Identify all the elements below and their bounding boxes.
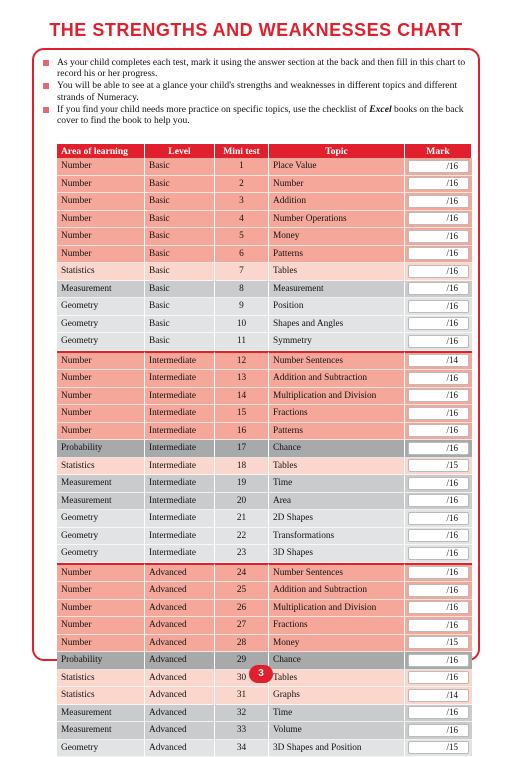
cell-mark	[405, 670, 472, 688]
table-row	[57, 617, 472, 635]
cell-mark	[405, 281, 472, 299]
cell-level: Advanced	[145, 740, 215, 757]
cell-topic: Symmetry	[269, 333, 405, 351]
cell-topic: Area	[269, 493, 405, 511]
cell-area: Number	[57, 423, 145, 441]
cell-mini-test: 10	[215, 316, 269, 334]
cell-mini-test: 17	[215, 440, 269, 458]
cell-mini-test: 18	[215, 458, 269, 476]
cell-topic: Addition	[269, 193, 405, 211]
cell-topic: Money	[269, 228, 405, 246]
cell-topic: 3D Shapes and Position	[269, 740, 405, 757]
cell-level: Intermediate	[145, 493, 215, 511]
cell-topic: 3D Shapes	[269, 545, 405, 563]
bullet-square-icon	[43, 83, 49, 89]
cell-mark	[405, 493, 472, 511]
cell-mark	[405, 263, 472, 281]
excel-brand-text: Excel	[369, 104, 391, 115]
cell-mini-test: 29	[215, 652, 269, 670]
mark-field[interactable]: /15	[408, 741, 469, 754]
cell-level: Advanced	[145, 635, 215, 653]
cell-mark	[405, 687, 472, 705]
cell-area: Geometry	[57, 528, 145, 546]
cell-level: Intermediate	[145, 528, 215, 546]
cell-area: Number	[57, 563, 145, 583]
table-row	[57, 333, 472, 351]
table-row	[57, 246, 472, 264]
cell-topic: Addition and Subtraction	[269, 370, 405, 388]
cell-mini-test: 21	[215, 510, 269, 528]
table-row	[57, 351, 472, 371]
cell-mark	[405, 563, 472, 583]
cell-topic: Patterns	[269, 423, 405, 441]
table-row	[57, 423, 472, 441]
cell-topic: Money	[269, 635, 405, 653]
cell-mark	[405, 176, 472, 194]
cell-mini-test: 7	[215, 263, 269, 281]
cell-level: Intermediate	[145, 475, 215, 493]
mark-field[interactable]: /16	[408, 584, 469, 597]
table-row	[57, 475, 472, 493]
cell-area: Geometry	[57, 333, 145, 351]
cell-level: Basic	[145, 211, 215, 229]
cell-level: Basic	[145, 316, 215, 334]
cell-area: Measurement	[57, 281, 145, 299]
mark-field[interactable]: /16	[408, 317, 469, 330]
cell-level: Intermediate	[145, 510, 215, 528]
table-row	[57, 493, 472, 511]
cell-level: Intermediate	[145, 405, 215, 423]
cell-mini-test: 1	[215, 158, 269, 176]
mark-field[interactable]: /16	[408, 706, 469, 719]
mark-field[interactable]: /16	[408, 477, 469, 490]
cell-mini-test: 15	[215, 405, 269, 423]
cell-mini-test: 34	[215, 740, 269, 757]
cell-mark	[405, 600, 472, 618]
cell-mini-test: 5	[215, 228, 269, 246]
cell-mini-test: 8	[215, 281, 269, 299]
cell-topic: Addition and Subtraction	[269, 582, 405, 600]
cell-topic: Number Sentences	[269, 563, 405, 583]
cell-area: Number	[57, 176, 145, 194]
cell-level: Basic	[145, 228, 215, 246]
cell-mark	[405, 740, 472, 757]
bullet-item	[42, 80, 474, 102]
cell-area: Measurement	[57, 475, 145, 493]
cell-area: Number	[57, 351, 145, 371]
mark-field[interactable]: /16	[408, 547, 469, 560]
cell-level: Advanced	[145, 670, 215, 688]
cell-mini-test: 9	[215, 298, 269, 316]
mark-field[interactable]: /16	[408, 424, 469, 437]
cell-mini-test: 30	[215, 670, 269, 688]
cell-mini-test: 31	[215, 687, 269, 705]
cell-area: Geometry	[57, 298, 145, 316]
mark-field[interactable]: /16	[408, 230, 469, 243]
cell-topic: Chance	[269, 652, 405, 670]
cell-mark	[405, 635, 472, 653]
bullet-text: You will be able to see at a glance your child's strengths and weaknesses in different topics and different strands of Numeracy.	[57, 80, 457, 102]
cell-topic: Multiplication and Division	[269, 388, 405, 406]
table-row	[57, 211, 472, 229]
cell-area: Statistics	[57, 687, 145, 705]
mark-field[interactable]: /14	[408, 689, 469, 702]
bullet-text-before: If you find your child needs more practice on specific topics, use the checklist of	[57, 104, 369, 115]
bullet-item	[42, 57, 474, 79]
mark-field[interactable]: /16	[408, 212, 469, 225]
header-mark: Mark	[405, 144, 472, 158]
cell-level: Intermediate	[145, 458, 215, 476]
cell-topic: Fractions	[269, 617, 405, 635]
mark-field[interactable]: /16	[408, 265, 469, 278]
mark-field[interactable]: /16	[408, 372, 469, 385]
cell-mark	[405, 440, 472, 458]
cell-mini-test: 23	[215, 545, 269, 563]
mark-field[interactable]: /16	[408, 529, 469, 542]
table-row	[57, 281, 472, 299]
cell-topic: Transformations	[269, 528, 405, 546]
cell-topic: Measurement	[269, 281, 405, 299]
cell-level: Advanced	[145, 600, 215, 618]
cell-mini-test: 26	[215, 600, 269, 618]
cell-area: Measurement	[57, 705, 145, 723]
cell-mark	[405, 228, 472, 246]
table-row	[57, 635, 472, 653]
table-row	[57, 510, 472, 528]
table-row	[57, 722, 472, 740]
cell-topic: Multiplication and Division	[269, 600, 405, 618]
cell-mini-test: 16	[215, 423, 269, 441]
cell-mark	[405, 298, 472, 316]
mark-field[interactable]: /16	[408, 195, 469, 208]
cell-topic: Time	[269, 475, 405, 493]
cell-area: Geometry	[57, 316, 145, 334]
cell-mark	[405, 458, 472, 476]
cell-mini-test: 12	[215, 351, 269, 371]
cell-mini-test: 6	[215, 246, 269, 264]
cell-mark	[405, 351, 472, 371]
mark-field[interactable]: /16	[408, 177, 469, 190]
cell-level: Basic	[145, 333, 215, 351]
cell-mark	[405, 316, 472, 334]
page-number: 3	[249, 665, 273, 683]
cell-mark	[405, 423, 472, 441]
cell-area: Number	[57, 193, 145, 211]
cell-topic: Number	[269, 176, 405, 194]
table-row	[57, 528, 472, 546]
cell-area: Number	[57, 228, 145, 246]
cell-area: Probability	[57, 440, 145, 458]
table-row	[57, 440, 472, 458]
cell-level: Intermediate	[145, 545, 215, 563]
cell-mark	[405, 333, 472, 351]
mark-field[interactable]: /16	[408, 389, 469, 402]
cell-area: Geometry	[57, 740, 145, 757]
mark-field[interactable]: /15	[408, 459, 469, 472]
mark-field[interactable]: /16	[408, 407, 469, 420]
table-row	[57, 705, 472, 723]
cell-mark	[405, 158, 472, 176]
cell-mark	[405, 246, 472, 264]
cell-mini-test: 2	[215, 176, 269, 194]
table-row	[57, 158, 472, 176]
page-title: THE STRENGTHS AND WEAKNESSES CHART	[0, 20, 512, 41]
mark-field[interactable]: /16	[408, 601, 469, 614]
cell-level: Basic	[145, 246, 215, 264]
bullet-item	[42, 104, 474, 126]
cell-mark	[405, 617, 472, 635]
cell-topic: Tables	[269, 458, 405, 476]
mark-field[interactable]: /16	[408, 300, 469, 313]
cell-area: Number	[57, 405, 145, 423]
cell-area: Number	[57, 600, 145, 618]
table-row	[57, 388, 472, 406]
mark-field[interactable]: /16	[408, 247, 469, 260]
cell-mini-test: 13	[215, 370, 269, 388]
table-row	[57, 563, 472, 583]
cell-mark	[405, 652, 472, 670]
cell-area: Geometry	[57, 545, 145, 563]
table-row	[57, 176, 472, 194]
table-row	[57, 740, 472, 757]
bullet-text: As your child completes each test, mark it using the answer section at the back and then fill in this chart to record his or her progress.	[57, 57, 465, 79]
mark-field[interactable]: /16	[408, 335, 469, 348]
cell-topic: Volume	[269, 722, 405, 740]
cell-mini-test: 22	[215, 528, 269, 546]
cell-mini-test: 28	[215, 635, 269, 653]
table-row	[57, 405, 472, 423]
table-row	[57, 545, 472, 563]
mark-field[interactable]: /16	[408, 494, 469, 507]
cell-level: Advanced	[145, 563, 215, 583]
cell-mark	[405, 370, 472, 388]
mark-field[interactable]: /16	[408, 442, 469, 455]
table-row	[57, 263, 472, 281]
cell-mini-test: 3	[215, 193, 269, 211]
table-row	[57, 298, 472, 316]
cell-level: Advanced	[145, 705, 215, 723]
cell-mark	[405, 510, 472, 528]
cell-topic: 2D Shapes	[269, 510, 405, 528]
cell-mark	[405, 582, 472, 600]
cell-mini-test: 33	[215, 722, 269, 740]
table-row	[57, 582, 472, 600]
header-mini-test: Mini test	[215, 144, 269, 158]
cell-area: Statistics	[57, 263, 145, 281]
cell-area: Number	[57, 617, 145, 635]
cell-level: Basic	[145, 263, 215, 281]
intro-bullets	[42, 57, 474, 127]
cell-mini-test: 27	[215, 617, 269, 635]
mark-field[interactable]: /16	[408, 566, 469, 579]
cell-mark	[405, 528, 472, 546]
mark-field[interactable]: /16	[408, 619, 469, 632]
cell-topic: Place Value	[269, 158, 405, 176]
cell-area: Number	[57, 246, 145, 264]
cell-area: Number	[57, 635, 145, 653]
mark-field[interactable]: /15	[408, 636, 469, 649]
cell-mark	[405, 475, 472, 493]
cell-area: Number	[57, 582, 145, 600]
mark-field[interactable]: /16	[408, 160, 469, 173]
table-row	[57, 687, 472, 705]
cell-mark	[405, 405, 472, 423]
table-row	[57, 193, 472, 211]
mark-field[interactable]: /16	[408, 282, 469, 295]
cell-topic: Fractions	[269, 405, 405, 423]
header-topic: Topic	[269, 144, 405, 158]
header-area: Area of learning	[57, 144, 145, 158]
cell-mini-test: 25	[215, 582, 269, 600]
cell-mark	[405, 705, 472, 723]
cell-mark	[405, 388, 472, 406]
cell-topic: Tables	[269, 263, 405, 281]
cell-level: Advanced	[145, 722, 215, 740]
cell-area: Statistics	[57, 458, 145, 476]
cell-area: Number	[57, 211, 145, 229]
cell-mini-test: 19	[215, 475, 269, 493]
header-level: Level	[145, 144, 215, 158]
cell-mini-test: 4	[215, 211, 269, 229]
cell-level: Basic	[145, 281, 215, 299]
cell-topic: Shapes and Angles	[269, 316, 405, 334]
table-header-row	[57, 144, 472, 158]
bullet-text-after: books on the back cover to find the book to help you.	[57, 104, 464, 126]
table-row	[57, 316, 472, 334]
cell-level: Intermediate	[145, 440, 215, 458]
cell-level: Intermediate	[145, 370, 215, 388]
cell-mark	[405, 193, 472, 211]
table-row	[57, 600, 472, 618]
cell-level: Advanced	[145, 617, 215, 635]
cell-topic: Number Sentences	[269, 351, 405, 371]
cell-level: Advanced	[145, 687, 215, 705]
cell-level: Basic	[145, 193, 215, 211]
cell-mini-test: 11	[215, 333, 269, 351]
cell-area: Measurement	[57, 493, 145, 511]
cell-level: Advanced	[145, 582, 215, 600]
cell-mini-test: 14	[215, 388, 269, 406]
mark-field[interactable]: /14	[408, 354, 469, 367]
cell-mini-test: 20	[215, 493, 269, 511]
cell-level: Intermediate	[145, 388, 215, 406]
mark-field[interactable]: /16	[408, 512, 469, 525]
cell-mark	[405, 545, 472, 563]
cell-area: Statistics	[57, 670, 145, 688]
cell-area: Probability	[57, 652, 145, 670]
cell-mark	[405, 211, 472, 229]
cell-area: Number	[57, 370, 145, 388]
cell-topic: Time	[269, 705, 405, 723]
table-row	[57, 228, 472, 246]
bullet-square-icon	[43, 60, 49, 66]
bullet-square-icon	[43, 107, 49, 113]
table-row	[57, 370, 472, 388]
cell-topic: Position	[269, 298, 405, 316]
cell-topic: Graphs	[269, 687, 405, 705]
cell-level: Basic	[145, 176, 215, 194]
cell-level: Advanced	[145, 652, 215, 670]
cell-level: Basic	[145, 298, 215, 316]
cell-topic: Number Operations	[269, 211, 405, 229]
cell-level: Basic	[145, 158, 215, 176]
cell-mark	[405, 722, 472, 740]
cell-topic: Patterns	[269, 246, 405, 264]
cell-area: Geometry	[57, 510, 145, 528]
cell-area: Measurement	[57, 722, 145, 740]
cell-mini-test: 24	[215, 563, 269, 583]
mark-field[interactable]: /16	[408, 724, 469, 737]
cell-level: Intermediate	[145, 351, 215, 371]
cell-topic: Chance	[269, 440, 405, 458]
cell-mini-test: 32	[215, 705, 269, 723]
cell-area: Number	[57, 388, 145, 406]
table-row	[57, 458, 472, 476]
cell-topic: Tables	[269, 670, 405, 688]
cell-area: Number	[57, 158, 145, 176]
cell-level: Intermediate	[145, 423, 215, 441]
mark-field[interactable]: /16	[408, 671, 469, 684]
mark-field[interactable]: /16	[408, 654, 469, 667]
